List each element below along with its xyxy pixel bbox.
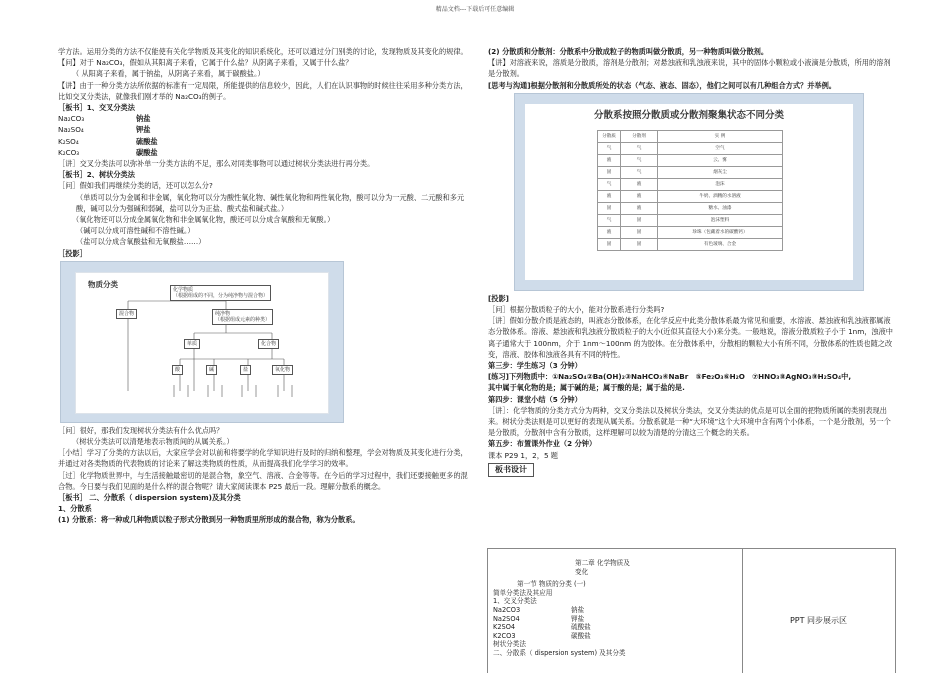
cross-row: Na₂CO₃ 钠盐 bbox=[58, 114, 151, 124]
lecture: ［讲］交叉分类法可以弥补单一分类方法的不足，那么对同类事物可以通过树状分类法进行再分类。 bbox=[58, 159, 375, 169]
answer: （盐可以分成含氧酸盐和无氧酸盐……） bbox=[76, 237, 206, 247]
classification-tree-image bbox=[60, 261, 344, 423]
table-row: 气 固 泡沫塑料 bbox=[598, 214, 783, 226]
summary: ［小结］学习了分类的方法以后，大家应学会对以前和将要学的化学知识进行及时的归纳和整理，学会对物质及其变化进行分类，并通过对各类物质的代表物质的讨论来了解这类物质的性质，从而提高我们化学学习的效率。 bbox=[58, 448, 468, 469]
board-heading: ［板书］ 二、分散系（ dispersion system)及其分类 bbox=[58, 493, 241, 503]
board-heading: ［板书］2、树状分类法 bbox=[58, 170, 135, 180]
lecture: 【讲】对溶液来说，溶质是分散质，溶剂是分散剂；对悬浊液和乳浊液来说，其中的固体小颗粒或小液滴是分散质，所用的溶剂是分散剂。 bbox=[488, 58, 891, 79]
tree-node-element: 单质 bbox=[184, 339, 200, 349]
cross-row: Na₂SO₄ 钾盐 bbox=[58, 125, 151, 135]
lecture: 【讲】由于一种分类方法所依据的标准有一定局限，所能提供的信息较少，因此，人们在认识事物的时候往往采用多种分类方法，比如交叉分类法，就像我们刚才举的 Na₂CO₃的例子。 bbox=[58, 80, 468, 101]
right-column bbox=[488, 46, 894, 477]
answer: （树状分类法可以清楚地表示物质间的从属关系。） bbox=[72, 437, 234, 447]
tree-node-compound: 化合物 bbox=[258, 339, 279, 349]
tree-node-oxide: 氧化物 bbox=[272, 365, 293, 375]
exercise-question: 其中属于氧化物的是；属于碱的是；属于酸的是；属于盐的是. bbox=[488, 383, 685, 393]
homework: 课本 P29 1，2，5 题 bbox=[488, 450, 558, 460]
projection-label: ［投影］ bbox=[58, 248, 87, 258]
cross-classification bbox=[58, 113, 468, 158]
question: ［问］假如我们再继续分类的话，还可以怎么分? bbox=[58, 181, 213, 191]
lecture: ［讲］假如分散介质是液态的，叫液态分散体系，在化学反应中此类分散体系最为常见和重要，水溶液、悬浊液和乳浊液都属液态分散体系。溶液、悬浊液和乳浊液分散质粒子的大小(近似其直径大小)来分类。一般地说，溶液分散质粒子小于 1nm，浊液中离子通常大于 100nm，介于 1nm～100nm 的为胶体。在分散体系中，分散相的颗粒大小有所不同，分散体系的性质也随之改变，溶液、胶体和浊液各具有不同的特性。 bbox=[488, 316, 893, 359]
step-heading: 第四步：课堂小结（5 分钟） bbox=[488, 394, 582, 404]
tree-node-acid: 酸 bbox=[172, 365, 183, 375]
image-title: 分散系按照分散质或分散剂聚集状态不同分类 bbox=[593, 109, 784, 121]
answer: （碱可以分成可溶性碱和不溶性碱。） bbox=[76, 226, 195, 236]
transition: ［过］化学物质世界中，与生活接触最密切的是混合物，象空气、溶液、合金等等。在今后的学习过程中，我们还要接触更多的混合物。今日要与我们见面的是什么样的混合物呢？请大家阅读课本 P25 最后一段。理解分散系的概念。 bbox=[58, 470, 468, 491]
answer: （单质可以分为金属和非金属，氧化物可以分为酸性氧化物、碱性氧化物和两性氧化物，酸可以分为一元酸、二元酸和多元酸，碱可以分为强碱和弱碱，盐可以分为正盐、酸式盐和碱式盐。） bbox=[76, 192, 465, 213]
tree-node-chemical: 化学物质 （根据组成的不同，分为纯净物与混合物） bbox=[170, 285, 271, 301]
definition: (2) 分散质和分散剂：分散系中分散成粒子的物质叫做分散质，另一种物质叫做分散剂。 bbox=[488, 47, 769, 56]
table-row: 固 固 有色玻璃、合金 bbox=[598, 238, 783, 250]
question: 【问】对于 Na₂CO₃，假如从其阳离子来看，它属于什么盐？从阴离子来看，又属于什么盐？ bbox=[58, 58, 353, 68]
table-header-row: 分散质 分散剂 实 例 bbox=[598, 130, 783, 142]
page-header: 精品文档---下载后可任意编辑 bbox=[435, 6, 515, 13]
table-row: 气 气 空气 bbox=[598, 142, 783, 154]
tree-node-base: 碱 bbox=[206, 365, 217, 375]
table-row: 固 液 糖水、油漆 bbox=[598, 202, 783, 214]
board-design-table bbox=[487, 548, 896, 673]
dispersion-table bbox=[597, 130, 783, 251]
table-row: 固 气 烟灰尘 bbox=[598, 166, 783, 178]
table-row: 液 固 珍珠（包藏着水的碳酸钙） bbox=[598, 226, 783, 238]
step-heading: 第五步：布置课外作业（2 分钟） bbox=[488, 439, 597, 449]
tree-node-mixture: 混合物 bbox=[116, 309, 137, 319]
image-title: 物质分类 bbox=[88, 279, 118, 289]
table-row: 液 气 云、雾 bbox=[598, 154, 783, 166]
answer: （ 从阳离子来看，属于钠盐，从阴离子来看，属于碳酸盐。） bbox=[72, 69, 265, 79]
table-row: 液 液 牛奶、酒精的水溶液 bbox=[598, 190, 783, 202]
table-row: 气 液 泡沫 bbox=[598, 178, 783, 190]
board-heading: ［板书］1、交叉分类法 bbox=[58, 103, 135, 113]
dispersion-table-image bbox=[514, 93, 864, 291]
left-column bbox=[58, 46, 468, 526]
question: ［问］根据分散质粒子的大小，能对分散系进行分类吗? bbox=[488, 305, 665, 315]
answer: （氧化物还可以分成金属氧化物和非金属氧化物，酸还可以分成含氧酸和无氧酸。） bbox=[72, 215, 335, 225]
paragraph: 学方法。运用分类的方法不仅能使有关化学物质及其变化的知识系统化，还可以通过分门别类的讨论，发现物质及其变化的规律。 bbox=[58, 47, 468, 56]
step-heading: 第三步：学生练习（3 分钟） bbox=[488, 361, 582, 371]
board-content: 第二章 化学物质及 变化 第一节 物质的分类 (一) 简单分类法及其应用 1、交叉分类法 Na2CO3 钠盐 Na2SO4 钾盐 K2SO4 硫酸盐 K2CO3 碳酸盐 树状分类法 二、分散系（ dispersion system) 及其分类 bbox=[493, 559, 630, 657]
discussion-prompt: [思考与沟通]根据分散剂和分散质所处的状态（气态、液态、固态），他们之间可以有几种组合方式？并举例。 bbox=[488, 80, 836, 90]
board-design-label: 板书设计 bbox=[488, 463, 534, 477]
ppt-display-area: PPT 同步展示区 bbox=[789, 616, 848, 625]
section-heading: 1、分散系 bbox=[58, 504, 92, 514]
projection-label: [投影] bbox=[488, 293, 509, 303]
tree-node-salt: 盐 bbox=[240, 365, 251, 375]
definition: (1) 分散系：将一种或几种物质以粒子形式分散到另一种物质里所形成的混合物，称为分散系。 bbox=[58, 515, 360, 525]
lecture: ［讲］：化学物质的分类方式分为两种，交叉分类法以及树状分类法，交叉分类法的优点是可以全面的把物质所属的类别表现出来。树状分类法则是可以更好的表现从属关系。分散系就是一种“大环境”这个大环境中含有两个小体系，一个是分散剂，另一个是分散质，分散剂中含有分散质，这样理解可以较为清楚的分清这三个概念的关系。 bbox=[488, 405, 891, 438]
exercise: [练习]下列物质中：①Na₂SO₄②Ba(OH)₂③NaHCO₃④NaBr ⑤Fe₂O₃⑥H₂O ⑦HNO₃⑧AgNO₃⑨H₂SO₄中, bbox=[488, 372, 852, 382]
question: ［问］很好，那我们发现树状分类法有什么优点吗？ bbox=[58, 425, 224, 435]
cross-row: K₂CO₃ 碳酸盐 bbox=[58, 147, 158, 157]
tree-node-pure: 纯净物 （根据组成元素的种类） bbox=[212, 309, 273, 325]
cross-row: K₂SO₄ 硫酸盐 bbox=[58, 136, 158, 146]
